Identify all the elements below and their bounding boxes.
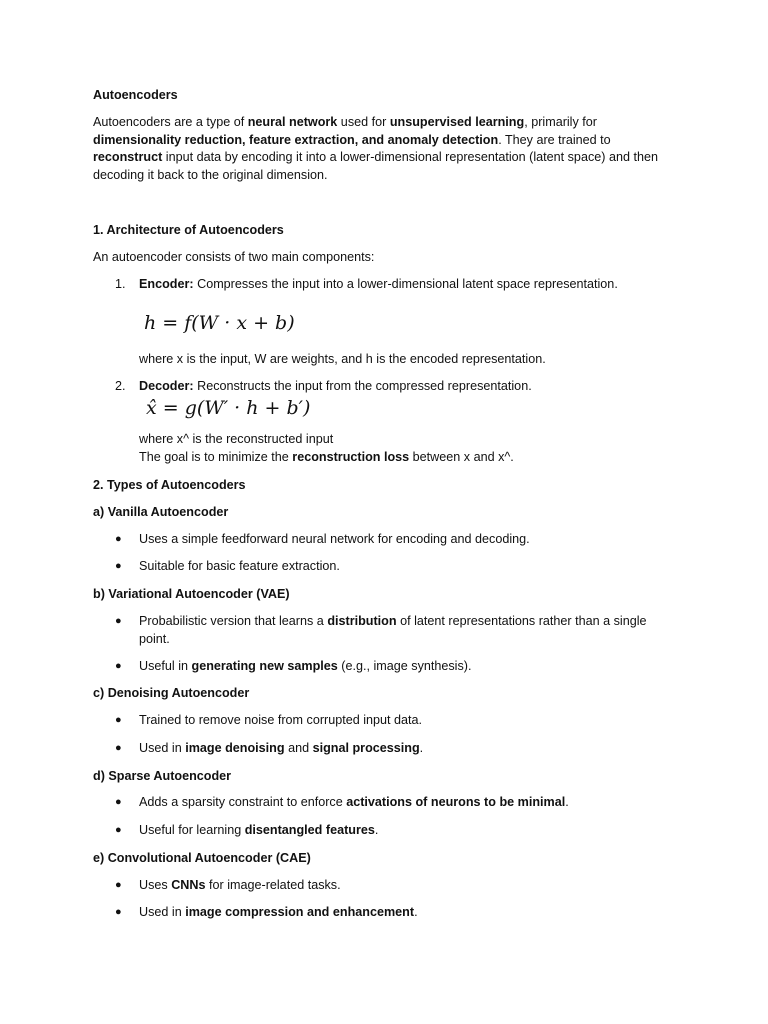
bullet: ● — [115, 560, 122, 572]
sparse-heading: d) Sparse Autoencoder — [93, 769, 232, 783]
list-number: 1. — [115, 277, 126, 291]
cae-bullet-2: Used in image compression and enhancement. — [139, 905, 418, 919]
decoder-note: where x^ is the reconstructed input — [139, 432, 334, 446]
denoising-bullet-2: Used in image denoising and signal processing. — [139, 741, 424, 755]
vae-bullet-2: Useful in generating new samples (e.g., image synthesis). — [139, 659, 472, 673]
encoder-item: Encoder: Compresses the input into a lower-dimensional latent space representation. — [139, 277, 618, 291]
section1-heading: 1. Architecture of Autoencoders — [93, 223, 284, 237]
cae-bullet-1: Uses CNNs for image-related tasks. — [139, 878, 341, 892]
sparse-bullet-1: Adds a sparsity constraint to enforce activations of neurons to be minimal. — [139, 795, 569, 809]
vanilla-heading: a) Vanilla Autoencoder — [93, 505, 229, 519]
section1-lead: An autoencoder consists of two main components: — [93, 250, 375, 264]
intro-paragraph: Autoencoders are a type of neural network used for unsupervised learning, primarily for dimensionality reduction, feature extraction, and anomaly detection. They are trained to reconstruct input data by encoding it into a lower-dimensional representation (latent space) and then decoding it back to the original dimension. — [93, 115, 658, 182]
bullet: ● — [115, 879, 122, 891]
encoder-note: where x is the input, W are weights, and h is the encoded representation. — [139, 352, 546, 366]
decoder-equation: x̂ = g(W′ · h + b′) — [146, 397, 311, 419]
sparse-bullet-2: Useful for learning disentangled features. — [139, 823, 379, 837]
cae-heading: e) Convolutional Autoencoder (CAE) — [93, 851, 311, 865]
encoder-equation: h = f(W · x + b) — [144, 312, 295, 334]
bullet: ● — [115, 660, 122, 672]
list-number: 2. — [115, 379, 126, 393]
vanilla-bullet-2: Suitable for basic feature extraction. — [139, 559, 340, 573]
vae-bullet-1: Probabilistic version that learns a distribution of latent representations rather than a single point. — [139, 614, 647, 646]
denoising-bullet-1: Trained to remove noise from corrupted input data. — [139, 713, 423, 727]
denoising-heading: c) Denoising Autoencoder — [93, 686, 250, 700]
bullet: ● — [115, 615, 122, 627]
bullet: ● — [115, 824, 122, 836]
bullet: ● — [115, 906, 122, 918]
document-title: Autoencoders — [93, 88, 178, 102]
section2-heading: 2. Types of Autoencoders — [93, 478, 246, 492]
vae-heading: b) Variational Autoencoder (VAE) — [93, 587, 290, 601]
vanilla-bullet-1: Uses a simple feedforward neural network for encoding and decoding. — [139, 532, 530, 546]
bullet: ● — [115, 742, 122, 754]
bullet: ● — [115, 533, 122, 545]
decoder-item: Decoder: Reconstructs the input from the compressed representation. — [139, 379, 532, 393]
bullet: ● — [115, 796, 122, 808]
goal-sentence: The goal is to minimize the reconstruction loss between x and x^. — [139, 450, 514, 464]
bullet: ● — [115, 714, 122, 726]
